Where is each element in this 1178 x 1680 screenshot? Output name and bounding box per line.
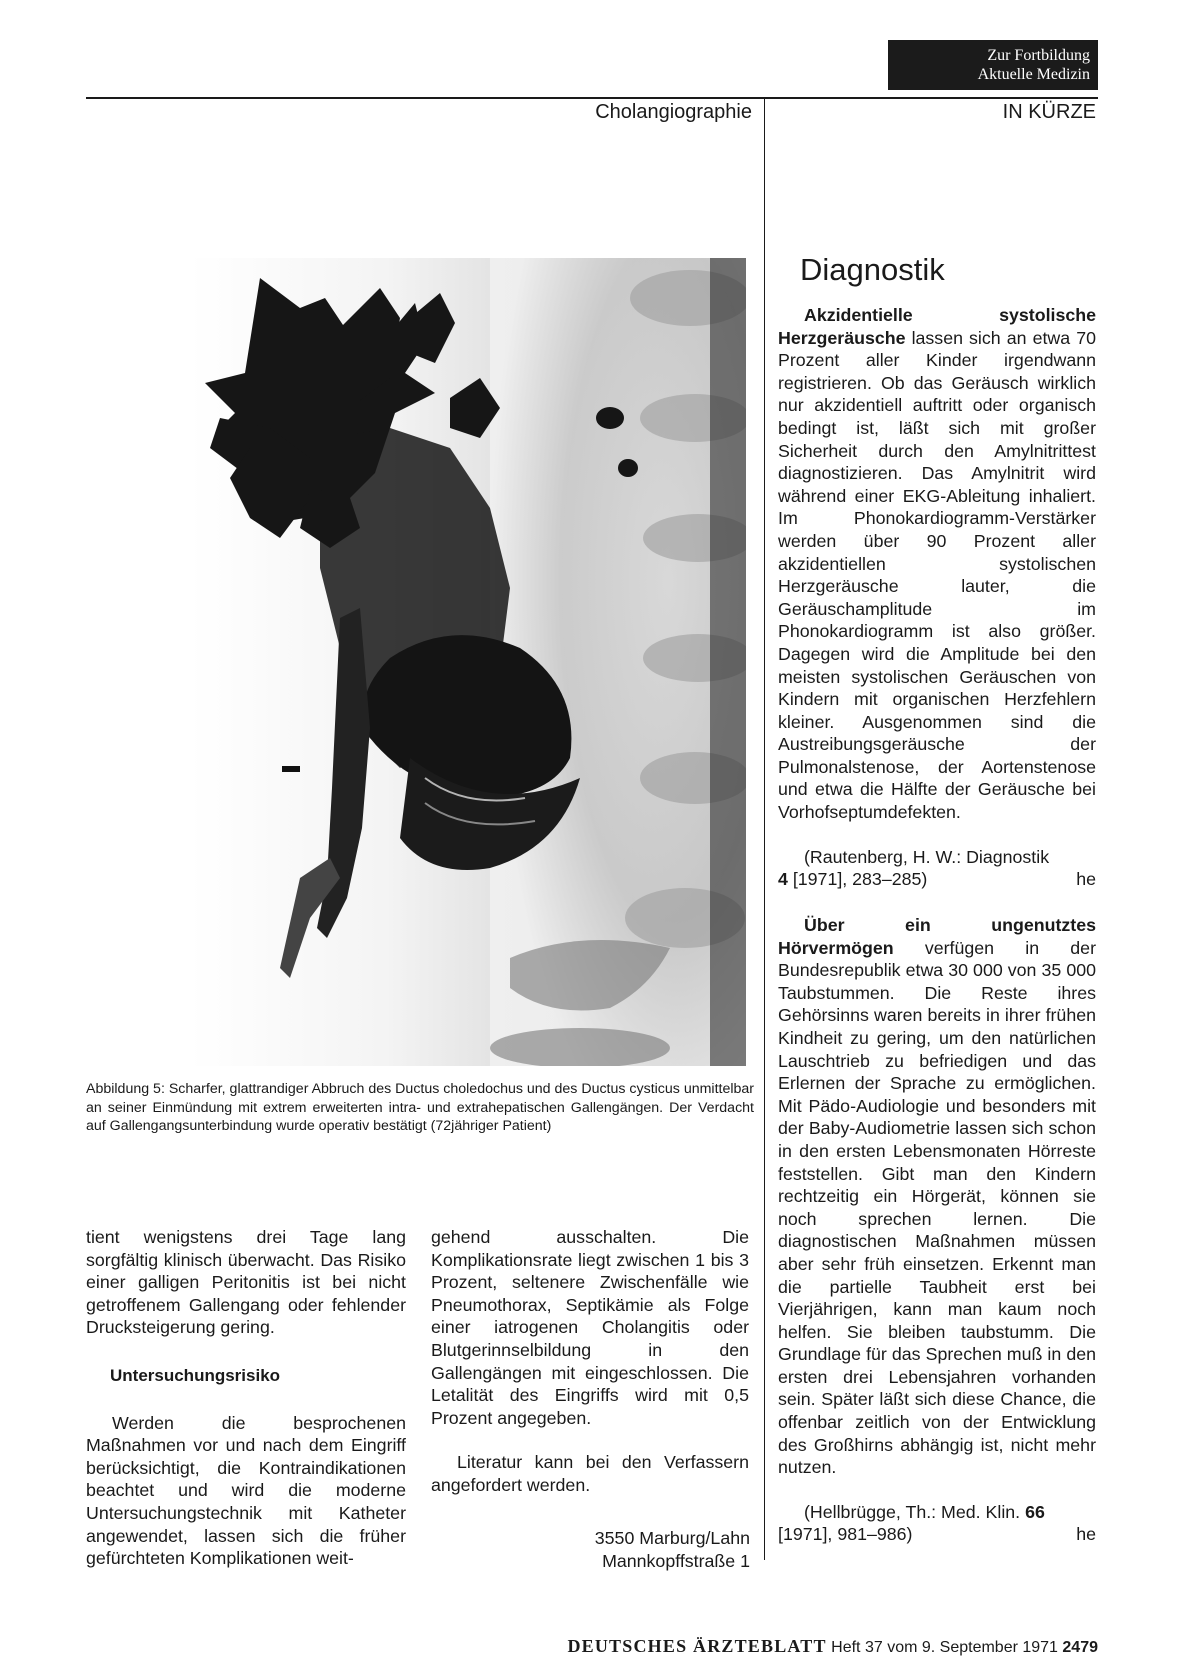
column-title: Diagnostik <box>800 252 945 287</box>
article-left-column <box>86 1226 406 1570</box>
figure-caption: Abbildung 5: Scharfer, glattrandiger Abbruch des Ductus choledochus und des Ductus cysticus unmittelbar an seiner Einmündung mit extrem erweiterten intra- und extrahepatischen Gallengängen. Der Verdacht auf Gallengangsunterbindung wurde operativ bestätigt (72jähriger Patient) <box>86 1081 754 1135</box>
reference-text: [1971], 981–986) <box>778 1524 913 1545</box>
item-body: lassen sich an etwa 70 Prozent aller Kinder irgendwann registrieren. Ob das Geräusch wirklich nur akzidentiell auftritt oder organisch bedingt ist, läßt sich mit großer Sicherheit durch den Amylnitrittest diagnostizieren. Das Amylnitrit wird während einer EKG-Ableitung inhaliert. Im Phonokardiogramm-Verstärker werden über 90 Prozent aller akzidentiellen systolischen Herzgeräusche lauter, die Geräuschamplitude im Phonokardiogramm ist also größer. Dagegen wird die Amplitude bei den meisten systolischen Geräuschen von Kindern mit organischen Herzfehlern kleiner. Ausgenommen sind die Austreibungsgeräusche der Pulmonalstenose, der Aortenstenose und etwa die Hälfte der Geräusche bei Vorhofseptumdefekten. <box>778 327 1096 823</box>
article-middle-column <box>431 1226 749 1497</box>
section-title-left: Cholangiographie <box>595 101 752 123</box>
badge-line-1: Zur Fortbildung <box>987 47 1090 64</box>
paragraph: tient wenigstens drei Tage lang sorgfältig klinisch überwacht. Das Risiko einer galligen Peritonitis ist bei nicht getroffenem Gallengang oder fehlender Drucksteigerung gering. <box>86 1227 406 1338</box>
reference-volume: 66 <box>1025 1501 1045 1522</box>
reference-text: (Hellbrügge, Th.: Med. Klin. <box>804 1501 1026 1522</box>
author-initials: he <box>1076 1524 1096 1545</box>
address-line: 3550 Marburg/Lahn <box>594 1528 750 1548</box>
lead-phrase: Akzidentielle systolische Herzgeräusche <box>778 305 1096 348</box>
paragraph: gehend ausschalten. Die Komplikationsrate liegt zwischen 1 bis 3 Prozent, seltenere Zwischenfälle wie Pneumothorax, Septikämie als Folge einer iatrogenen Cholangitis oder Blutgerinnselbildung in den Gallengängen mit eingeschlossen. Die Letalität des Eingriffs wird mit 0,5 Prozent angegeben. <box>431 1227 749 1428</box>
reference-row <box>778 868 1096 891</box>
address-line: Mannkopffstraße 1 <box>602 1550 750 1571</box>
issue-info: Heft 37 vom 9. September 1971 <box>831 1639 1058 1656</box>
page-footer <box>422 1636 1098 1657</box>
reference-text: (Rautenberg, H. W.: Diagnostik <box>804 846 1050 867</box>
literature-note: Literatur kann bei den Verfassern angefordert werden. <box>431 1452 749 1495</box>
reference-volume: 4 <box>778 869 788 890</box>
subheading: Untersuchungsrisiko <box>110 1365 281 1385</box>
news-item-heart-murmur <box>778 304 1096 891</box>
section-badge <box>888 40 1098 90</box>
author-address <box>560 1527 750 1572</box>
section-title-right: IN KÜRZE <box>1002 101 1096 123</box>
reference <box>778 1501 1096 1524</box>
author-initials: he <box>1076 869 1096 890</box>
page-number: 2479 <box>1062 1639 1098 1656</box>
item-body: verfügen in der Bundesrepublik etwa 30 000 von 35 000 Taubstummen. Die Reste ihres Gehörsinns waren bereits in ihrer frühen Kindheit zu gering, um den natürlichen Lauschtrieb zu befriedigen und das Erlernen der Sprache zu ermöglichen. Mit Pädo-Audiologie und besonders mit der Baby-Audiometrie lassen sich schon in den ersten Lebensmonaten Hörreste feststellen. Gibt man den Kindern rechtzeitig ein Hörgerät, können sie noch sprechen lernen. Die diagnostischen Maßnahmen müssen aber sehr früh einsetzen. Erkennt man die partielle Taubheit erst bei Vierjährigen, kann man kaum noch helfen. Sie bleiben taubstumm. Die Grundlage für das Sprechen muß in den ersten drei Lebensjahren vorhanden sein. Später läßt sich diese Chance, die offenbar zeitlich von der Entwicklung des Großhirns abhängig ist, nicht mehr nutzen. <box>778 937 1096 1478</box>
cholangiography-xray-image <box>190 258 746 1066</box>
badge-line-2: Aktuelle Medizin <box>977 66 1090 83</box>
lead-phrase: Über ein ungenutztes Hörvermögen <box>778 915 1096 958</box>
paragraph: Werden die besprochenen Maßnahmen vor und nach dem Eingriff berücksichtigt, die Kontraindikationen beachtet und wird die moderne Untersuchungstechnik mit Katheter angewendet, lassen sich die früher gefürchteten Komplikationen weit- <box>86 1412 406 1569</box>
news-item-hearing <box>778 914 1096 1546</box>
reference-row <box>778 1523 1096 1546</box>
header-rule <box>86 97 1098 99</box>
reference-text: [1971], 283–285) <box>787 869 928 890</box>
column-divider <box>764 97 765 1560</box>
reference <box>778 846 1096 869</box>
journal-masthead: DEUTSCHES ÄRZTEBLATT <box>567 1636 827 1656</box>
